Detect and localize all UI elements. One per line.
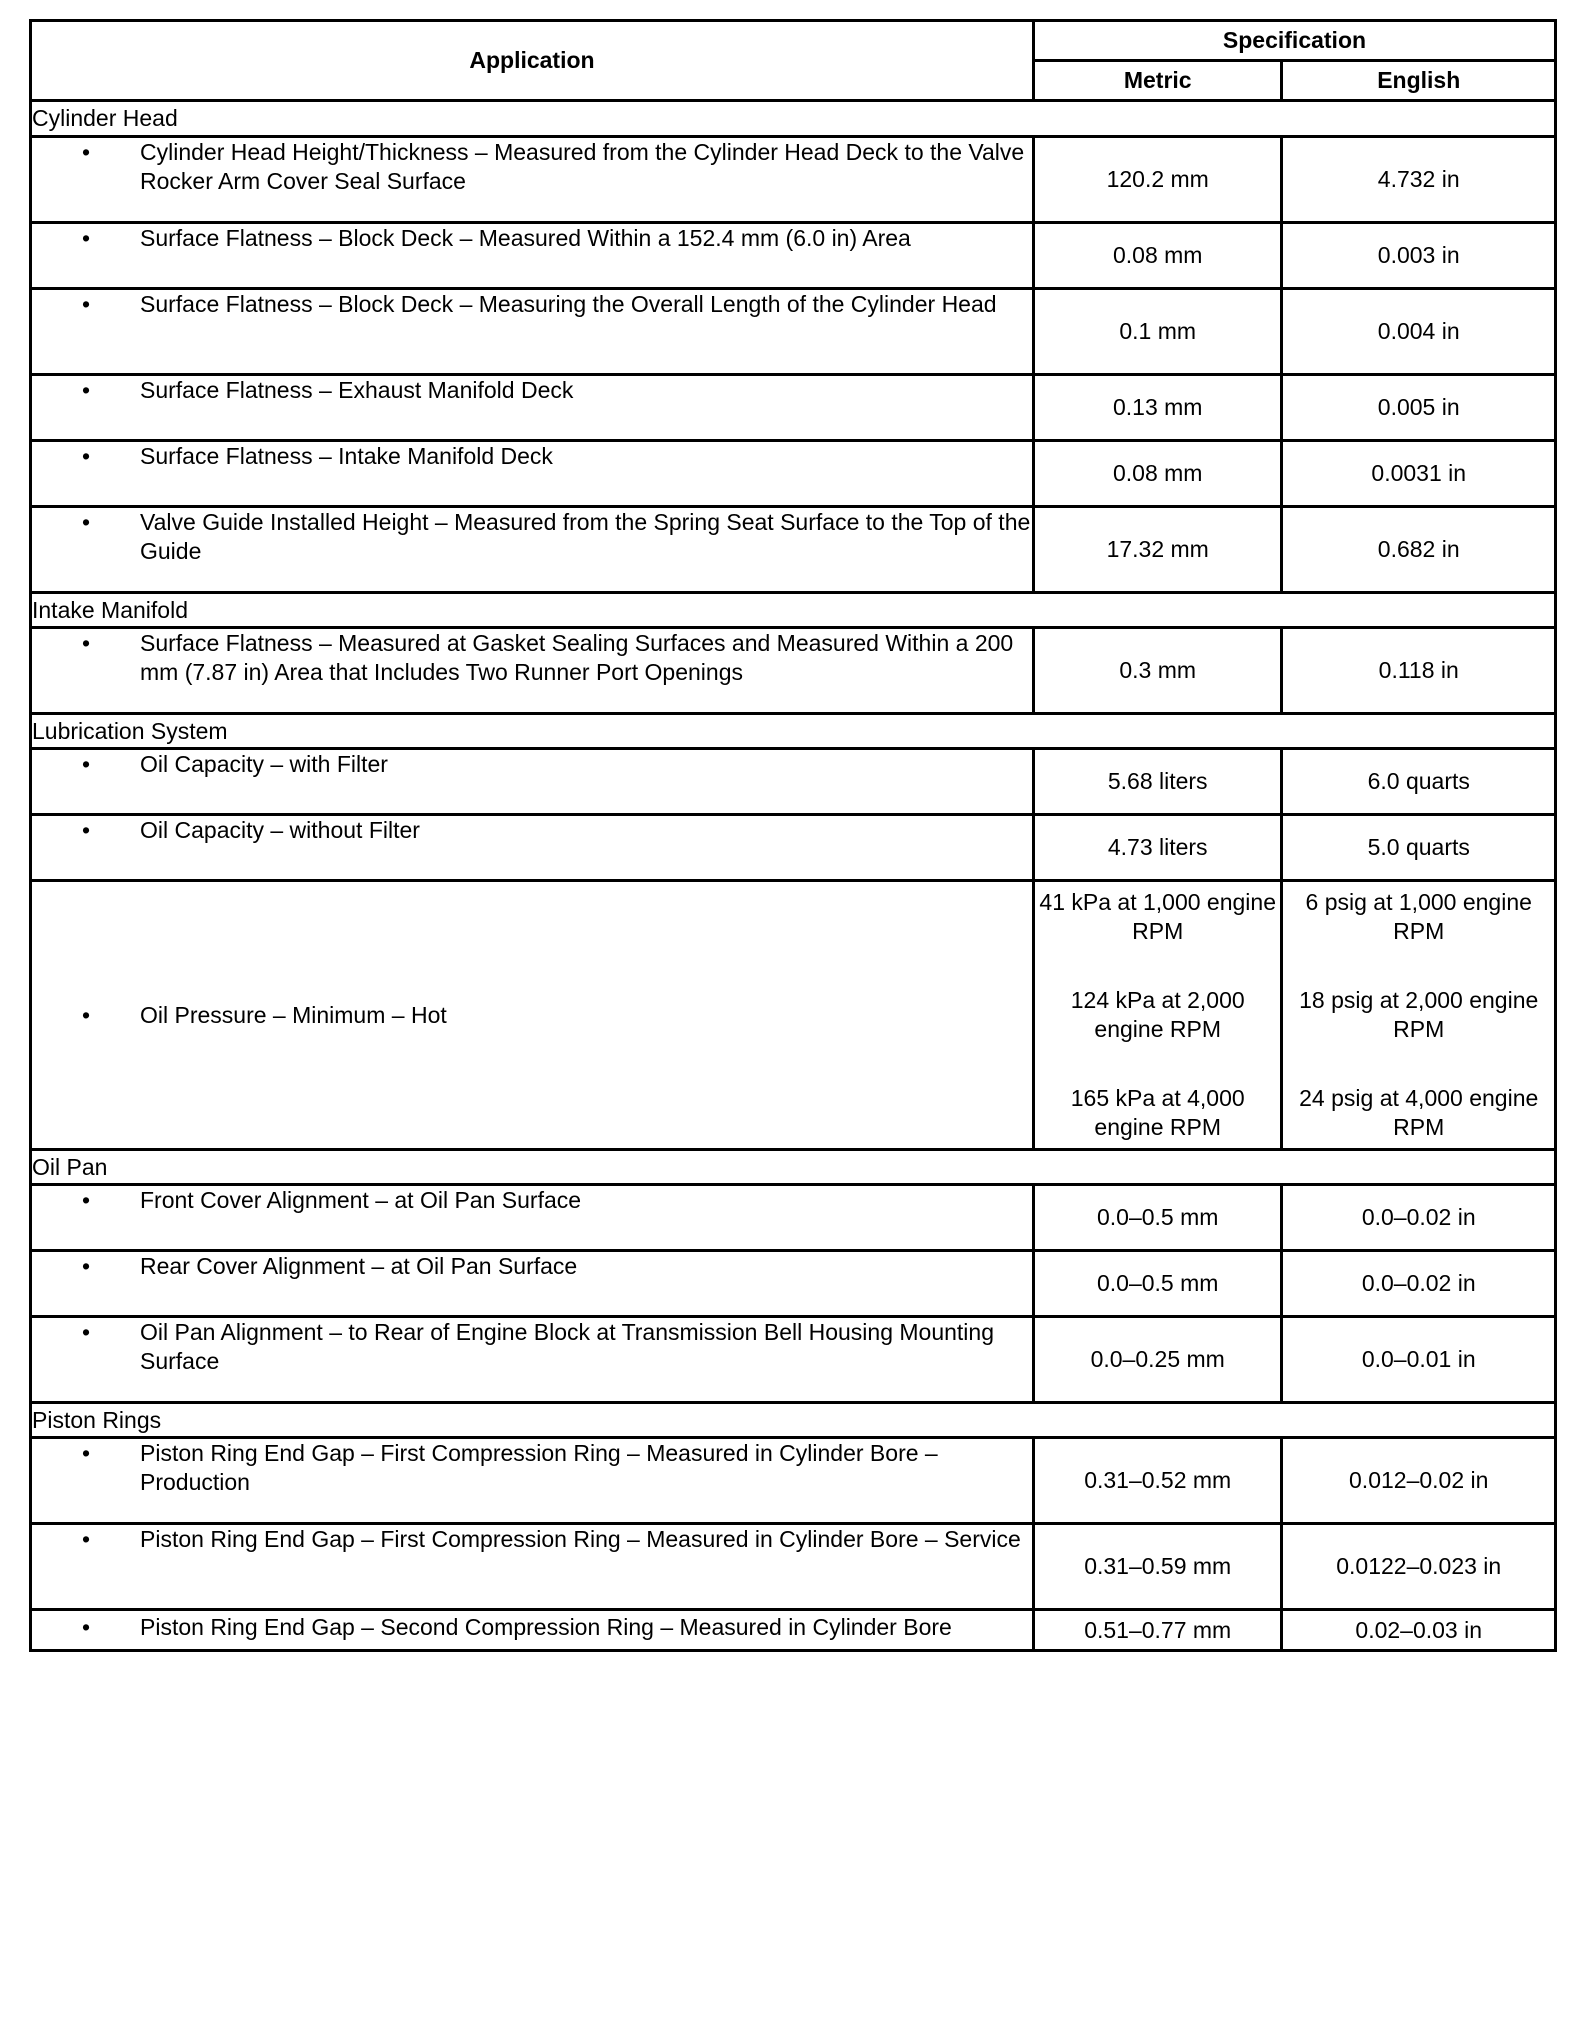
section-title: Piston Rings <box>31 1403 1556 1438</box>
bullet-icon: • <box>81 443 91 469</box>
english-value: 0.0–0.02 in <box>1282 1251 1556 1317</box>
metric-value: 0.13 mm <box>1033 375 1281 441</box>
application-text: Rear Cover Alignment – at Oil Pan Surface <box>140 1253 578 1279</box>
spec-row <box>31 289 1556 375</box>
application-cell <box>31 1251 1034 1317</box>
english-value: 6 psig at 1,000 engine RPM <box>1305 889 1532 944</box>
application-cell <box>31 1317 1034 1403</box>
application-text: Surface Flatness – Measured at Gasket Sealing Surfaces and Measured Within a 200 mm (7.87 in) Area that Includes Two Runner Port Openings <box>140 630 1014 685</box>
spec-row <box>31 223 1556 289</box>
bullet-icon: • <box>81 1253 91 1279</box>
english-header: English <box>1282 61 1556 101</box>
spec-row <box>31 1185 1556 1251</box>
metric-value-cell <box>1033 881 1281 1150</box>
section-row <box>31 1150 1556 1185</box>
application-text: Valve Guide Installed Height – Measured from the Spring Seat Surface to the Top of the Guide <box>140 509 1031 564</box>
english-value: 0.0–0.02 in <box>1282 1185 1556 1251</box>
metric-value: 5.68 liters <box>1033 749 1281 815</box>
application-cell <box>31 1438 1034 1524</box>
english-value: 24 psig at 4,000 engine RPM <box>1299 1085 1539 1140</box>
application-header: Application <box>31 21 1034 101</box>
bullet-icon: • <box>81 817 91 843</box>
specification-table <box>29 19 1557 1652</box>
english-value: 0.0031 in <box>1282 441 1556 507</box>
application-text: Surface Flatness – Block Deck – Measuring the Overall Length of the Cylinder Head <box>140 291 997 317</box>
specification-body <box>31 101 1556 1651</box>
bullet-icon: • <box>81 1526 91 1552</box>
spec-row <box>31 1524 1556 1610</box>
bullet-icon: • <box>81 1319 91 1345</box>
application-text: Oil Pressure – Minimum – Hot <box>140 1001 447 1028</box>
bullet-icon: • <box>81 139 91 165</box>
application-cell <box>31 749 1034 815</box>
spec-row <box>31 749 1556 815</box>
spec-row <box>31 628 1556 714</box>
english-value: 0.0–0.01 in <box>1282 1317 1556 1403</box>
application-cell <box>31 1185 1034 1251</box>
bullet-icon: • <box>81 1187 91 1213</box>
english-value-cell <box>1282 881 1556 1150</box>
application-text: Oil Capacity – with Filter <box>140 751 388 777</box>
section-title: Intake Manifold <box>31 593 1556 628</box>
application-cell <box>31 223 1034 289</box>
metric-value: 17.32 mm <box>1033 507 1281 593</box>
bullet-icon: • <box>81 1614 91 1640</box>
english-value: 5.0 quarts <box>1282 815 1556 881</box>
metric-value: 4.73 liters <box>1033 815 1281 881</box>
bullet-icon: • <box>81 630 91 656</box>
application-text: Cylinder Head Height/Thickness – Measured from the Cylinder Head Deck to the Valve Rocker Arm Cover Seal Surface <box>140 139 1025 194</box>
metric-value: 0.08 mm <box>1033 441 1281 507</box>
application-cell <box>31 137 1034 223</box>
application-text: Oil Pan Alignment – to Rear of Engine Block at Transmission Bell Housing Mounting Surface <box>140 1319 994 1374</box>
spec-row <box>31 1438 1556 1524</box>
spec-row <box>31 137 1556 223</box>
section-row <box>31 714 1556 749</box>
spec-row <box>31 507 1556 593</box>
section-title: Lubrication System <box>31 714 1556 749</box>
metric-value: 41 kPa at 1,000 engine RPM <box>1039 889 1276 944</box>
application-text: Surface Flatness – Intake Manifold Deck <box>140 443 553 469</box>
english-value: 0.682 in <box>1282 507 1556 593</box>
application-cell <box>31 289 1034 375</box>
bullet-icon: • <box>81 377 91 403</box>
metric-value: 0.31–0.59 mm <box>1033 1524 1281 1610</box>
application-text: Oil Capacity – without Filter <box>140 817 420 843</box>
spec-row <box>31 441 1556 507</box>
application-cell <box>31 815 1034 881</box>
metric-value: 0.51–0.77 mm <box>1033 1610 1281 1651</box>
application-text: Surface Flatness – Block Deck – Measured Within a 152.4 mm (6.0 in) Area <box>140 225 911 251</box>
english-value: 0.003 in <box>1282 223 1556 289</box>
bullet-icon: • <box>81 509 91 535</box>
metric-value: 124 kPa at 2,000 engine RPM <box>1070 987 1245 1042</box>
section-title: Oil Pan <box>31 1150 1556 1185</box>
metric-value: 0.31–0.52 mm <box>1033 1438 1281 1524</box>
application-text: Front Cover Alignment – at Oil Pan Surface <box>140 1187 582 1213</box>
spec-row <box>31 375 1556 441</box>
metric-value: 0.3 mm <box>1033 628 1281 714</box>
english-value: 18 psig at 2,000 engine RPM <box>1299 987 1539 1042</box>
section-row <box>31 1403 1556 1438</box>
english-value: 0.012–0.02 in <box>1282 1438 1556 1524</box>
bullet-icon: • <box>81 1440 91 1466</box>
metric-value: 0.08 mm <box>1033 223 1281 289</box>
spec-row <box>31 1317 1556 1403</box>
application-cell <box>31 628 1034 714</box>
application-cell <box>31 881 1034 1150</box>
application-cell <box>31 1610 1034 1651</box>
english-value: 4.732 in <box>1282 137 1556 223</box>
english-value: 0.118 in <box>1282 628 1556 714</box>
application-text: Surface Flatness – Exhaust Manifold Deck <box>140 377 574 403</box>
spec-row <box>31 815 1556 881</box>
metric-value: 0.0–0.5 mm <box>1033 1185 1281 1251</box>
section-title: Cylinder Head <box>31 101 1556 137</box>
application-text: Piston Ring End Gap – Second Compression Ring – Measured in Cylinder Bore <box>140 1614 952 1640</box>
metric-value: 0.1 mm <box>1033 289 1281 375</box>
specification-header: Specification <box>1033 21 1555 61</box>
spec-row <box>31 1610 1556 1651</box>
bullet-icon: • <box>81 751 91 777</box>
bullet-icon: • <box>81 291 91 317</box>
metric-header: Metric <box>1033 61 1281 101</box>
metric-value: 0.0–0.25 mm <box>1033 1317 1281 1403</box>
english-value: 0.005 in <box>1282 375 1556 441</box>
bullet-icon: • <box>81 225 91 251</box>
english-value: 0.0122–0.023 in <box>1282 1524 1556 1610</box>
application-cell <box>31 1524 1034 1610</box>
english-value: 0.004 in <box>1282 289 1556 375</box>
section-row <box>31 101 1556 137</box>
metric-value: 165 kPa at 4,000 engine RPM <box>1070 1085 1245 1140</box>
metric-value: 0.0–0.5 mm <box>1033 1251 1281 1317</box>
metric-value: 120.2 mm <box>1033 137 1281 223</box>
section-row <box>31 593 1556 628</box>
spec-row <box>31 1251 1556 1317</box>
bullet-icon: • <box>81 1001 91 1028</box>
english-value: 0.02–0.03 in <box>1282 1610 1556 1651</box>
application-cell <box>31 507 1034 593</box>
application-cell <box>31 375 1034 441</box>
application-text: Piston Ring End Gap – First Compression Ring – Measured in Cylinder Bore – Service <box>140 1526 1021 1552</box>
application-text: Piston Ring End Gap – First Compression Ring – Measured in Cylinder Bore – Production <box>140 1440 938 1495</box>
english-value: 6.0 quarts <box>1282 749 1556 815</box>
spec-row <box>31 881 1556 1150</box>
application-cell <box>31 441 1034 507</box>
